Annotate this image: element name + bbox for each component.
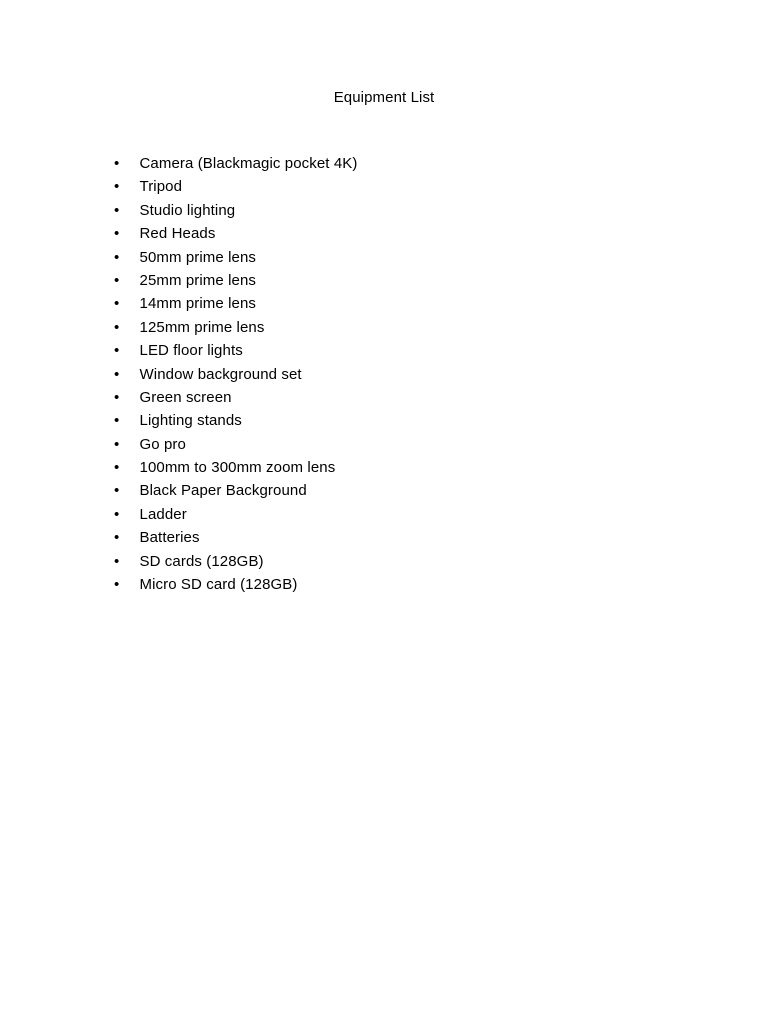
list-item-label: Tripod	[139, 178, 183, 196]
list-item-label: Camera (Blackmagic pocket 4K)	[139, 155, 358, 172]
document-title: Equipment List	[333, 89, 435, 106]
bullet-icon: •	[114, 552, 120, 570]
bullet-icon: •	[114, 201, 120, 219]
list-item-label: Micro SD card (128GB)	[139, 576, 298, 594]
list-item-label: LED floor lights	[139, 342, 243, 360]
bullet-icon: •	[114, 248, 120, 266]
list-item-label: Batteries	[139, 529, 200, 547]
list-item-label: Red Heads	[139, 225, 216, 243]
bullet-icon: •	[114, 576, 120, 594]
list-item-label: Green screen	[139, 388, 232, 406]
bullet-icon: •	[114, 318, 120, 336]
list-item-label: Lighting stands	[139, 412, 242, 430]
bullet-icon: •	[114, 178, 120, 196]
list-item-label: 14mm prime lens	[139, 295, 257, 313]
bullet-icon: •	[114, 365, 120, 383]
bullet-icon: •	[114, 482, 120, 500]
list-item-label: Go pro	[139, 435, 186, 453]
list-item-label: 100mm to 300mm zoom lens	[139, 459, 336, 477]
bullet-icon: •	[114, 435, 120, 453]
bullet-icon: •	[114, 529, 120, 547]
list-item-label: SD cards (128GB)	[139, 552, 264, 570]
list-item-label: 25mm prime lens	[139, 271, 257, 289]
bullet-icon: •	[114, 342, 120, 360]
list-item-label: 50mm prime lens	[139, 248, 257, 266]
bullet-icon: •	[114, 271, 120, 289]
list-item-label: Ladder	[139, 505, 187, 523]
bullet-icon: •	[114, 225, 120, 243]
bullet-icon: •	[114, 412, 120, 430]
list-item-label: Studio lighting	[139, 201, 236, 219]
bullet-icon: •	[114, 388, 120, 406]
bullet-icon: •	[114, 155, 120, 172]
list-item-label: 125mm prime lens	[139, 318, 265, 336]
list-item-label: Window background set	[139, 365, 302, 383]
bullet-icon: •	[114, 505, 120, 523]
bullet-icon: •	[114, 295, 120, 313]
list-item-label: Black Paper Background	[139, 482, 307, 500]
bullet-icon: •	[114, 459, 120, 477]
